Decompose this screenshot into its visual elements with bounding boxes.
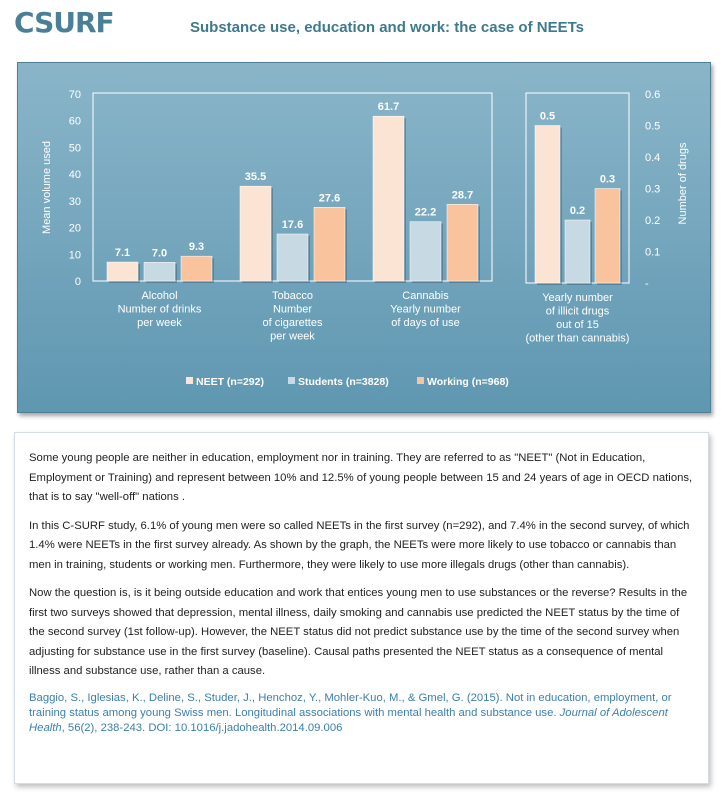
data-label-students: 22.2	[414, 206, 437, 219]
reference-details: , 56(2), 238-243. DOI: 10.1016/j.jadohealth.2014.09.006	[61, 721, 343, 734]
data-label-working: 28.7	[451, 189, 474, 202]
y2-tick-label: 0.4	[645, 152, 661, 164]
y2-axis-title: Number of drugs	[677, 142, 689, 225]
y2-tick-label: 0.1	[645, 246, 661, 259]
y-tick-label: 30	[68, 195, 81, 208]
y2-tick-label: 0.5	[645, 120, 661, 133]
legend-swatch-neet	[186, 377, 193, 384]
y-tick-label: 10	[68, 249, 81, 262]
category-label-line: of illicit drugs	[545, 305, 610, 318]
bar-students	[565, 220, 590, 283]
category-label-line: Yearly number	[390, 303, 461, 316]
data-label-neet: 7.1	[114, 247, 131, 260]
data-label-students: 7.0	[151, 247, 168, 260]
bar-students	[144, 262, 175, 281]
bar-students	[410, 222, 441, 281]
y-tick-label: 60	[68, 115, 81, 128]
category-label-line: Tobacco	[272, 290, 313, 302]
legend-label-working: Working (n=968)	[427, 376, 509, 388]
category-label-line: of cigarettes	[262, 317, 323, 329]
paragraph-study: In this C-SURF study, 6.1% of young men were so called NEETs in the first survey (n=292), and 7.4% in the second survey, of which 1.4% were NEETs in the first survey already. As shown by the graph, the NEETs were more likely to use tobacco or cannabis than men in training, students or working men. Furthermore, they were likely to use more illegals drugs (other than cannabis).	[29, 519, 690, 571]
legend-swatch-students	[288, 377, 295, 384]
category-label-line: Cannabis	[402, 290, 449, 302]
chart-panel	[17, 62, 711, 413]
bar-working	[314, 207, 345, 281]
y2-tick-label: 0.2	[645, 215, 661, 227]
y-tick-label: 50	[68, 142, 81, 155]
bar-neet	[107, 262, 138, 281]
y2-tick-label: -	[645, 278, 649, 290]
paragraph-intro: Some young people are neither in education, employment nor in training. They are referred to as "NEET" (Not in Education, Employment or Training) and represent between 10% and 12.5% of young people between 15 and 24 years of age in OECD nations, that is to say "well-off" nations .	[29, 452, 693, 503]
y-tick-label: 40	[68, 169, 81, 182]
page-title: Substance use, education and work: the case of NEETs	[190, 19, 584, 36]
y-tick-label: 0	[74, 276, 81, 288]
bar-working	[595, 189, 620, 284]
legend-swatch-working	[417, 377, 424, 384]
data-label-working: 0.3	[599, 173, 616, 186]
category-label-line: Number of drinks	[117, 303, 202, 316]
chart-svg	[18, 63, 712, 414]
bar-neet	[240, 186, 271, 281]
bar-neet	[535, 126, 560, 284]
category-label-line: of days of use	[391, 317, 460, 329]
category-label-line: per week	[270, 330, 315, 343]
category-label-line: Number	[272, 303, 313, 316]
category-label-line: per week	[137, 317, 182, 329]
legend-label-students: Students (n=3828)	[298, 376, 389, 388]
y-axis-title: Mean volume used	[41, 141, 53, 234]
bar-working	[181, 256, 212, 281]
reference-citation[interactable]	[29, 691, 694, 736]
reference-journal: Journal of Adolescent Health	[29, 706, 668, 734]
data-label-working: 27.6	[318, 192, 341, 205]
category-label-line: (other than cannabis)	[525, 332, 630, 345]
bar-neet	[373, 116, 404, 281]
y2-tick-label: 0.6	[645, 89, 661, 101]
y2-tick-label: 0.3	[645, 183, 661, 196]
logo-text: CSURF	[14, 6, 114, 39]
category-label-line: Yearly number	[542, 292, 613, 304]
paragraph-question: Now the question is, is it being outside education and work that entices young men to use substances or the reverse? Results in the first two surveys showed that depression, mental illness, daily smoking and cannabis use predicted the NEET status by the time of the second survey (1st follow-up). However, the NEET status did not predict substance use by the time of the second survey when adjusting for substance use in the first survey (baseline). Causal paths presented the NEET status as a consequence of mental illness and substance use, rather than a cause.	[29, 587, 688, 677]
category-label-line: out of 15	[556, 319, 599, 331]
bar-students	[277, 234, 308, 281]
data-label-students: 17.6	[281, 218, 304, 231]
y-tick-label: 70	[68, 89, 81, 101]
description-box	[14, 432, 709, 784]
data-label-neet: 35.5	[244, 171, 267, 184]
data-label-neet: 61.7	[377, 101, 400, 114]
data-label-working: 9.3	[188, 241, 205, 254]
csurf-logo	[14, 6, 114, 39]
y-tick-label: 20	[68, 222, 81, 235]
bar-working	[447, 204, 478, 281]
legend-label-neet: NEET (n=292)	[196, 376, 264, 388]
reference-authors: Baggio, S., Iglesias, K., Deline, S., Studer, J., Henchoz, Y., Mohler-Kuo, M., & Gmel, G. (2015). Not in education, employment, or training status among young Swiss men. Longitudinal associations with mental health and substance use.	[29, 691, 672, 719]
category-label-line: Alcohol	[141, 290, 178, 302]
data-label-students: 0.2	[569, 205, 586, 217]
data-label-neet: 0.5	[539, 110, 556, 123]
